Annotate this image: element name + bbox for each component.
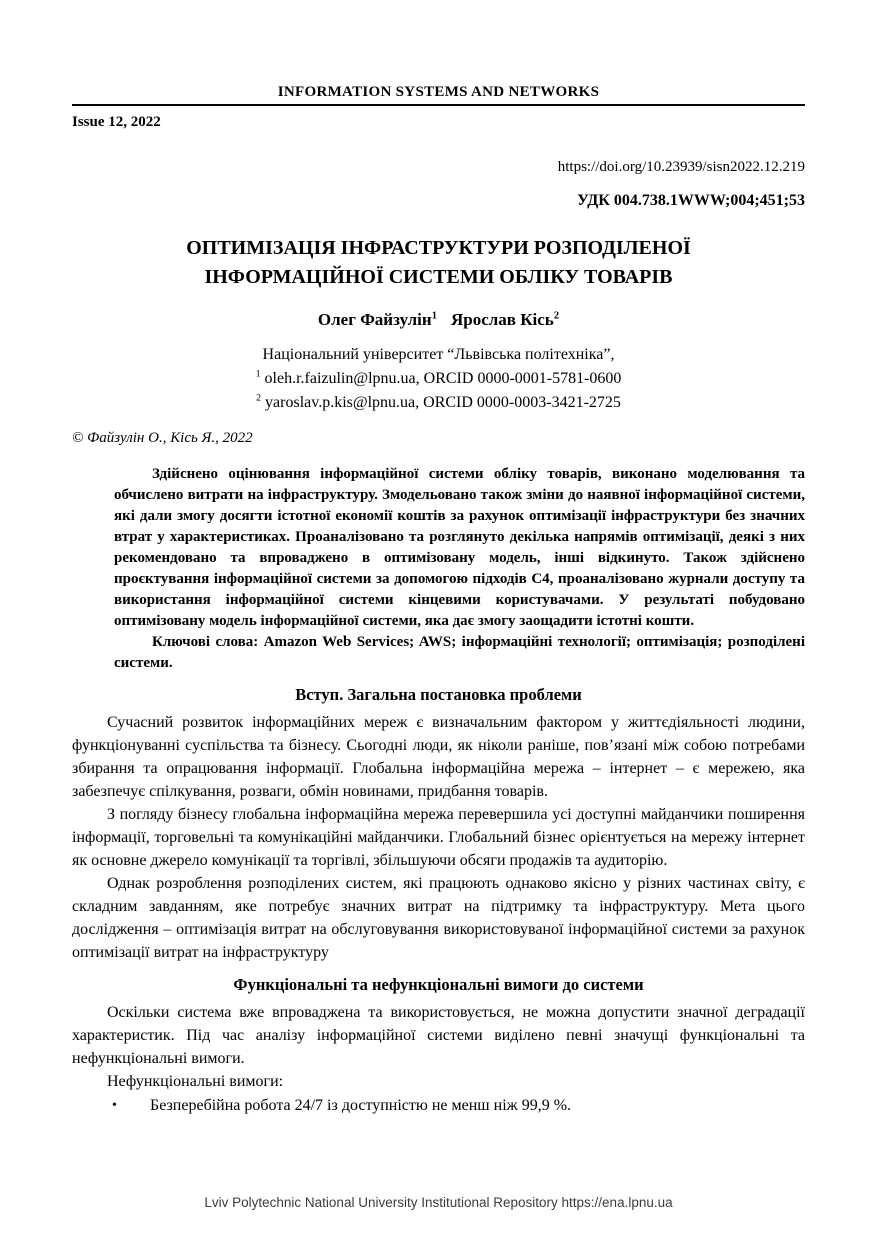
requirements-paragraph-2: Нефункціональні вимоги:	[107, 1073, 284, 1090]
affiliation-block	[72, 343, 805, 415]
section-heading-requirements: Функціональні та нефункціональні вимоги до системи	[233, 975, 644, 994]
abstract-text: Здійснено оцінювання інформаційної системи обліку товарів, виконано моделювання та обчислено витрати на інфраструктуру. Змодельовано також зміни до наявної інформаційної системи, які дали змогу досягти істотної економії коштів за рахунок оптимізації інфраструктури без значних втрат у характеристиках. Проаналізовано та розглянуто декілька напрямів оптимізації, деякі з них рекомендовано та впроваджено в оптимізовану модель, інші відкинуто. Також здійснено проєктування інформаційної системи за допомогою підходів C4, проаналізовано журнали доступу та використання інформаційної системи кінцевими користувачами. У результаті побудовано оптимізовану модель інформаційної системи, яка дає змогу заощадити істотні кошти.	[114, 466, 805, 629]
keywords-label: Ключові слова:	[152, 634, 259, 650]
bullet-icon: •	[112, 1098, 117, 1113]
intro-paragraph-2: З погляду бізнесу глобальна інформаційна мережа перевершила усі доступні майданчики поширення інформації, торговельні та комунікаційні майданчики. Глобальний бізнес орієнтується на мережу інтернет як основне джерело комунікації та торгівлі, збільшуючи обсяги продажів та аудиторію.	[72, 806, 805, 869]
intro-paragraph-3: Однак розроблення розподілених систем, які працюють однаково якісно у різних частинах світу, є складним завданням, яке потребує значних витрат на підтримку та інфраструктуру. Мета цього дослідження – оптимізація витрат на обслуговування використовуваної інформаційної системи за рахунок оптимізації витрат на інфраструктуру	[72, 875, 805, 961]
affiliation-contact-2	[72, 391, 805, 415]
journal-name: INFORMATION SYSTEMS AND NETWORKS	[277, 84, 600, 100]
affiliation-contact-2-text: yaroslav.p.kis@lpnu.ua, ORCID 0000-0003-3421-2725	[265, 394, 621, 411]
author-2-name: Ярослав Кісь	[450, 310, 554, 329]
repository-footer: Lviv Polytechnic National University Institutional Repository https://ena.lpnu.ua	[204, 1195, 673, 1210]
affiliation-contact-1-sup: 1	[255, 368, 261, 380]
doi-link: https://doi.org/10.23939/sisn2022.12.219	[557, 159, 805, 175]
authors-line	[72, 310, 805, 330]
affiliation-contact-1-text: oleh.r.faizulin@lpnu.ua, ORCID 0000-0001-5781-0600	[264, 370, 622, 387]
requirements-paragraph-1: Оскільки система вже впроваджена та використовується, не можна допустити значної деградації характеристик. Під час аналізу інформаційної системи виділено певні значущі функціональні та нефункціональні вимоги.	[72, 1004, 805, 1067]
requirement-list-item	[72, 1093, 805, 1118]
author-1-sup: 1	[431, 310, 437, 322]
page-content	[72, 84, 805, 1118]
keywords-text: Amazon Web Services; AWS; інформаційні технології; оптимізація; розподілені системи.	[114, 634, 805, 671]
paper-title-line-2: ІНФОРМАЦІЙНОЇ СИСТЕМИ ОБЛІКУ ТОВАРІВ	[204, 266, 673, 288]
keywords-paragraph	[114, 632, 805, 674]
affiliation-contact-1	[72, 367, 805, 391]
affiliation-university: Національний університет “Львівська політехніка”,	[262, 346, 615, 363]
author-1-name: Олег Файзулін	[317, 310, 432, 329]
paper-title-line-1: ОПТИМІЗАЦІЯ ІНФРАСТРУКТУРИ РОЗПОДІЛЕНОЇ	[186, 237, 691, 259]
paper-title	[72, 234, 805, 292]
copyright-line: © Файзулін О., Кісь Я., 2022	[72, 430, 253, 446]
intro-paragraph-1: Сучасний розвиток інформаційних мереж є визначальним фактором у життєдіяльності людини, функціонуванні суспільства та бізнесу. Сьогодні люди, як ніколи раніше, пов’язані між собою потребами збирання та опрацювання інформації. Глобальна інформаційна мережа – інтернет – є мережею, яка забезпечує спілкування, розваги, обмін новинами, придбання товарів.	[72, 714, 805, 800]
section-heading-intro: Вступ. Загальна постановка проблеми	[295, 685, 582, 704]
affiliation-contact-2-sup: 2	[256, 392, 262, 404]
author-2	[451, 310, 559, 329]
issue-label: Issue 12, 2022	[72, 114, 161, 130]
header-rule	[72, 104, 805, 106]
author-2-sup: 2	[553, 310, 560, 322]
requirement-list-item-text: Безперебійна робота 24/7 із доступністю не менш ніж 99,9 %.	[150, 1097, 572, 1114]
udc-code: УДК 004.738.1WWW;004;451;53	[577, 192, 805, 209]
author-1	[318, 310, 437, 329]
abstract-block	[114, 464, 805, 674]
